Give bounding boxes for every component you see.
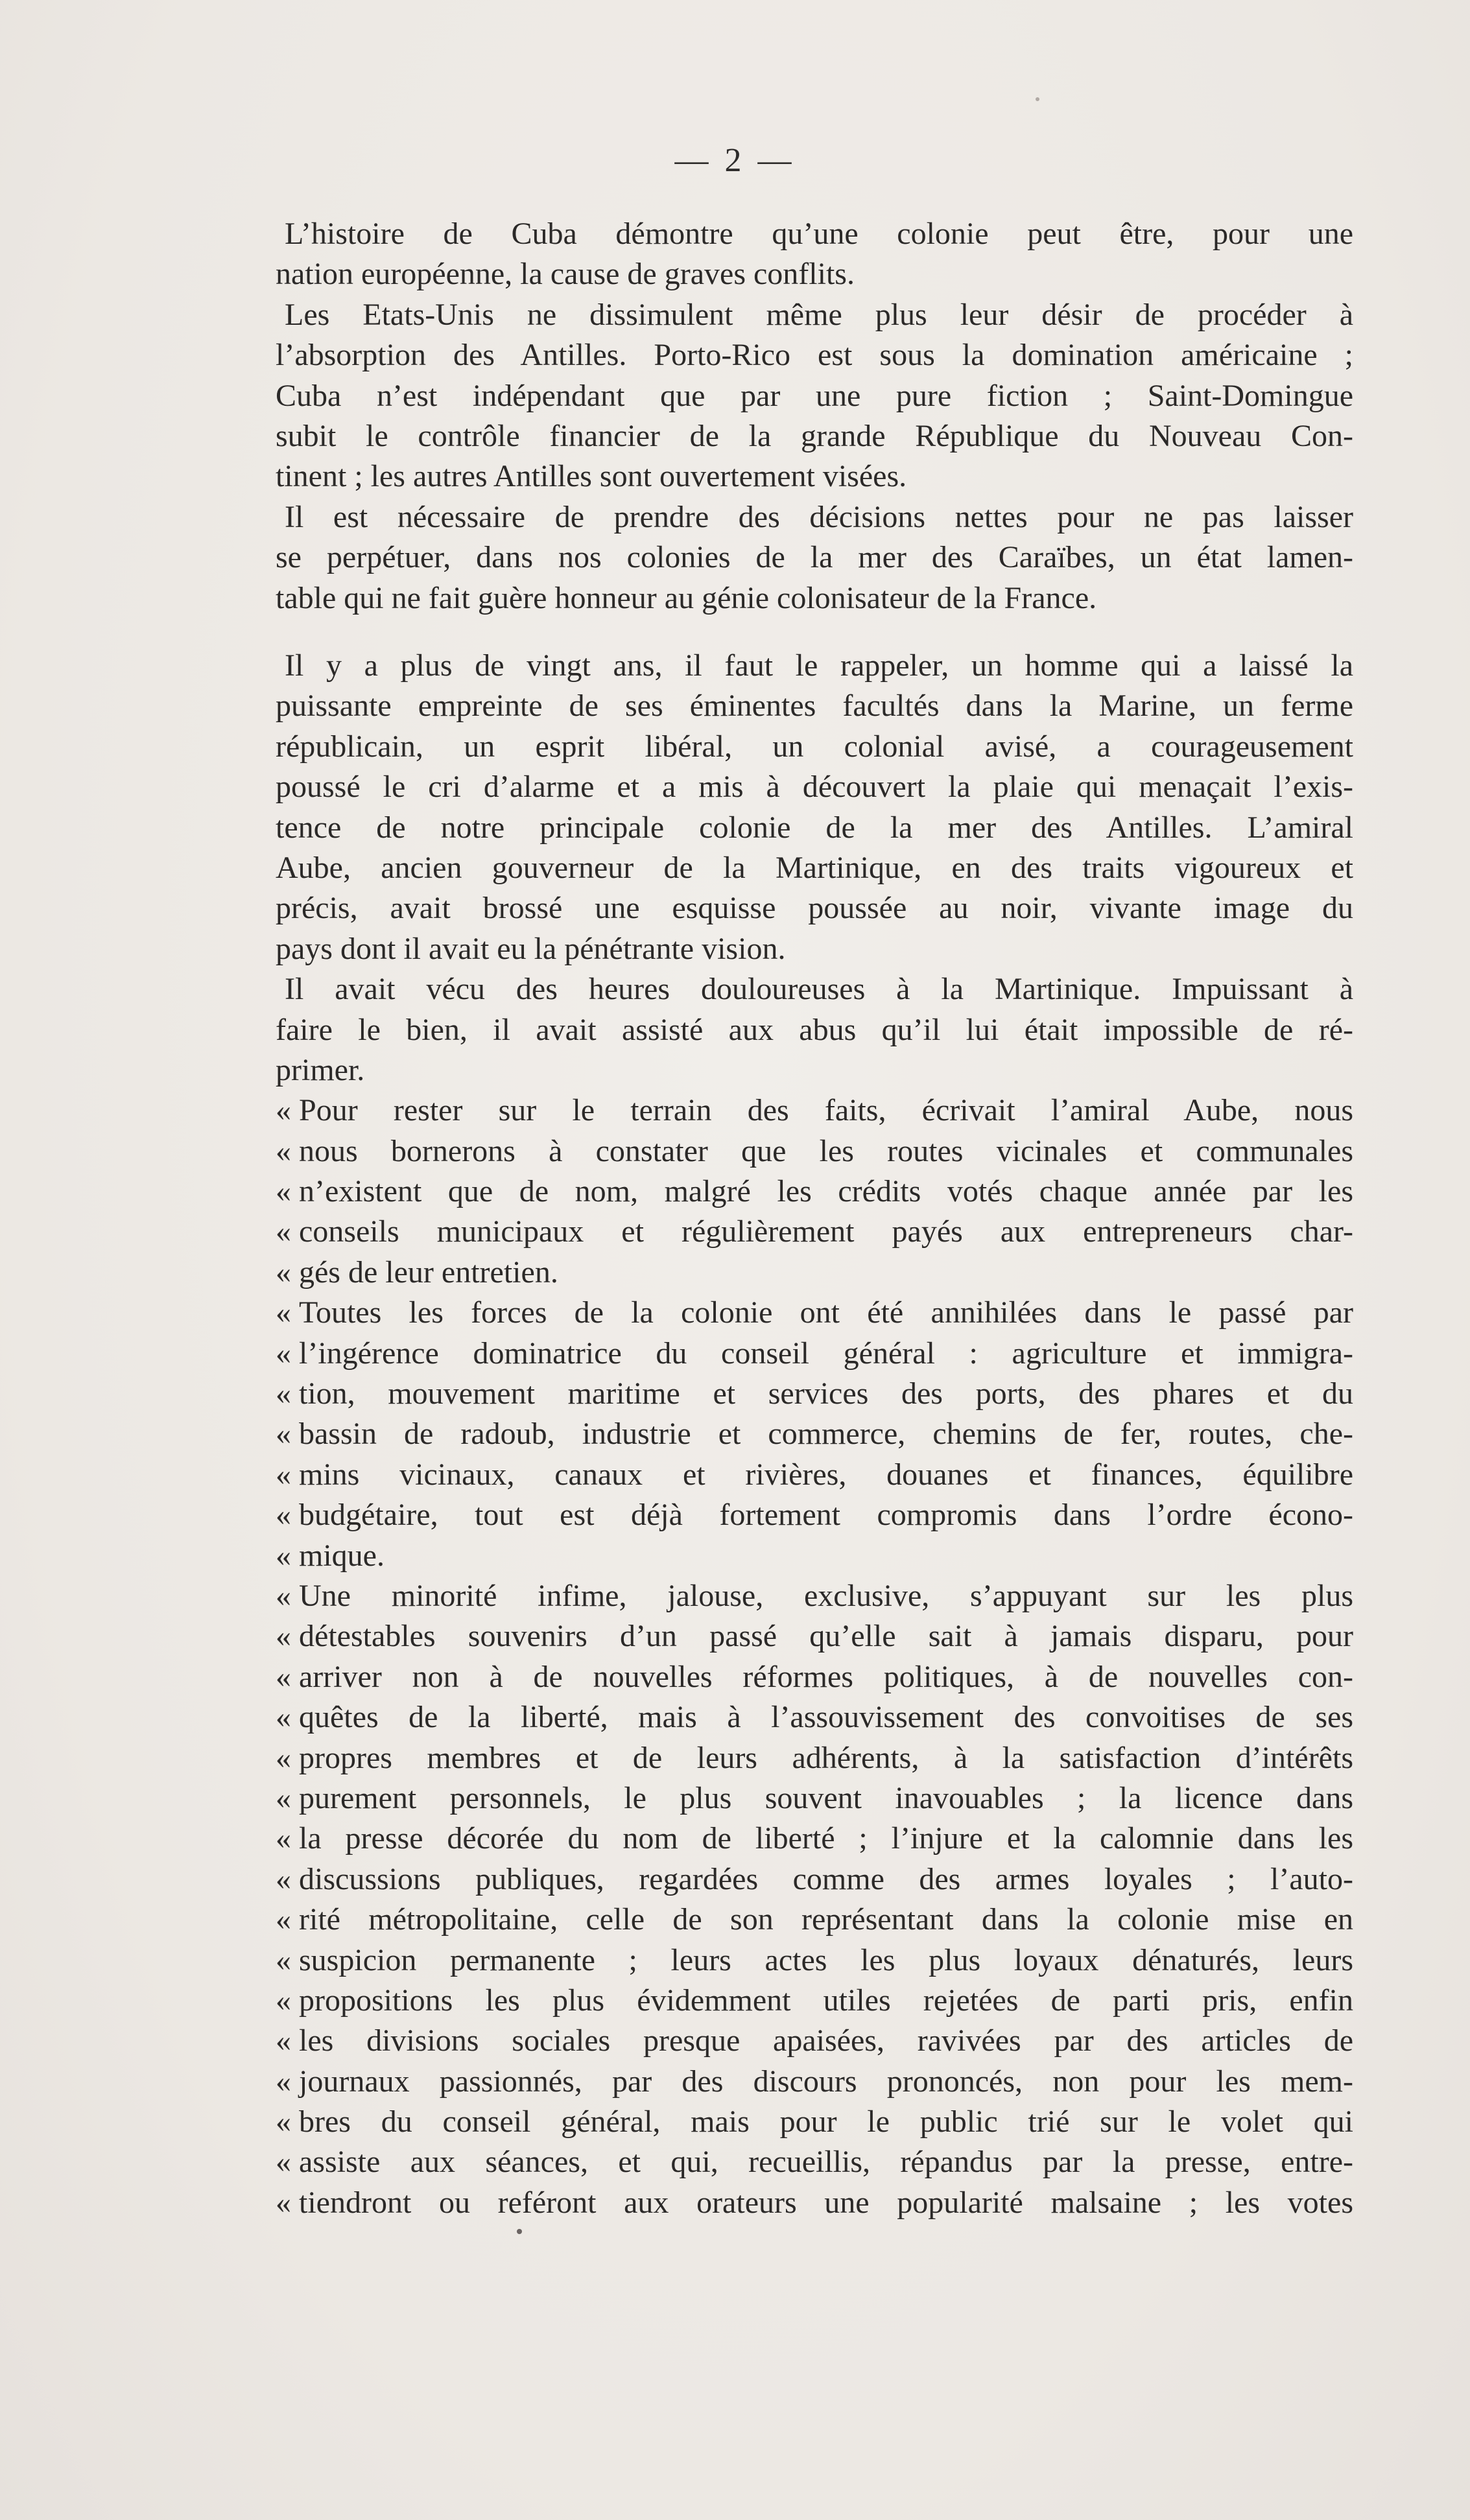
paragraph-3-line-1: Il est nécessaire de prendre des décisions nettes pour ne pas laisser [285,499,1353,534]
quote-mark: « [276,1093,291,1128]
paragraph-4-line-3: républicain, un esprit libéral, un colonial avisé, a courageusement [276,729,1353,764]
quote-1-line-2: « nous bornerons à constater que les routes vicinales et communales [276,1131,1353,1172]
page-number: — 2 — [674,142,796,179]
paragraph-4-line-6: Aube, ancien gouverneur de la Martinique, en des traits vigoureux et [276,850,1353,885]
quote-2-line-3: « tion, mouvement maritime et services des ports, des phares et du [276,1374,1353,1414]
paragraph-1-line-1: L’histoire de Cuba démontre qu’une colonie peut être, pour une [285,217,1353,251]
quote-mark: « [276,1376,291,1411]
quote-2-line-2: « l’ingérence dominatrice du conseil général : agriculture et immigra- [276,1334,1353,1374]
quote-2-line-5: « mins vicinaux, canaux et rivières, douanes et finances, équilibre [276,1455,1353,1495]
quote-3-line-3: « arriver non à de nouvelles réformes politiques, à de nouvelles con- [276,1657,1353,1697]
quote-1-line-3: « n’existent que de nom, malgré les crédits votés chaque année par les [276,1172,1353,1212]
quote-3-line-7: « la presse décorée du nom de liberté ; l’injure et la calomnie dans les [276,1819,1353,1859]
quote-mark: « [276,1942,291,1977]
quote-mark: « [276,1498,291,1533]
quote-3-line-13: « journaux passionnés, par des discours prononcés, non pour les mem- [276,2062,1353,2102]
quote-mark: « [276,1861,291,1896]
quote-3-line-1: « Une minorité infime, jalouse, exclusive, s’appuyant sur les plus [276,1576,1353,1616]
quote-3-line-8: « discussions publiques, regardées comme des armes loyales ; l’auto- [276,1859,1353,1900]
quote-mark: « [276,1740,291,1775]
quote-mark: « [276,2023,291,2058]
quote-mark: « [276,1538,291,1573]
quote-1-line-4: « conseils municipaux et régulièrement payés aux entrepreneurs char- [276,1212,1353,1252]
paragraph-4-line-4: poussé le cri d’alarme et a mis à découvert la plaie qui menaçait l’exis- [276,770,1353,805]
paragraph-4-line-2: puissante empreinte de ses éminentes facultés dans la Marine, un ferme [276,689,1353,724]
quote-3-line-12: « les divisions sociales presque apaisées, ravivées par des articles de [276,2021,1353,2061]
quote-mark: « [276,2145,291,2180]
quote-mark: « [276,1174,291,1209]
quote-mark: « [276,1659,291,1694]
quote-3-line-4: « quêtes de la liberté, mais à l’assouvissement des convoitises de ses [276,1697,1353,1737]
paragraph-3-line-2: se perpétuer, dans nos colonies de la mer des Caraïbes, un état lamen- [276,540,1353,575]
quote-2-line-4: « bassin de radoub, industrie et commerce, chemins de fer, routes, che- [276,1414,1353,1454]
quote-mark: « [276,1821,291,1856]
paragraph-1-line-2: nation européenne, la cause de graves conflits. [276,257,855,292]
paragraph-2-line-1: Les Etats-Unis ne dissimulent même plus leur désir de procéder à [285,297,1353,332]
quote-1-line-5: « gés de leur entretien. [276,1253,1353,1293]
text-block-main [276,646,1353,2223]
quote-mark: « [276,1417,291,1452]
quote-2-line-6: « budgétaire, tout est déjà fortement compromis dans l’ordre écono- [276,1495,1353,1535]
paragraph-2-line-3: Cuba n’est indépendant que par une pure fiction ; Saint-Domingue [276,378,1353,413]
paragraph-2-line-4: subit le contrôle financier de la grande République du Nouveau Con- [276,418,1353,453]
quote-mark: « [276,2185,291,2220]
quote-3-line-11: « propositions les plus évidemment utiles rejetées de parti pris, enfin [276,1981,1353,2021]
quote-1-line-1: « Pour rester sur le terrain des faits, écrivait l’amiral Aube, nous [276,1090,1353,1131]
quote-mark: « [276,1619,291,1654]
quote-mark: « [276,1295,291,1330]
paragraph-5-line-3: primer. [276,1052,365,1087]
quote-3-line-6: « purement personnels, le plus souvent inavouables ; la licence dans [276,1778,1353,1819]
quote-mark: « [276,1578,291,1613]
paragraph-5-line-1: Il avait vécu des heures douloureuses à la Martinique. Impuissant à [285,972,1353,1007]
quote-mark: « [276,1700,291,1735]
quote-3-line-5: « propres membres et de leurs adhérents, à la satisfaction d’intérêts [276,1738,1353,1778]
quote-3-line-9: « rité métropolitaine, celle de son représentant dans la colonie mise en [276,1900,1353,1940]
quote-mark: « [276,1983,291,2018]
paragraph-4-line-1: Il y a plus de vingt ans, il faut le rappeler, un homme qui a laissé la [285,648,1353,683]
quote-2-line-1: « Toutes les forces de la colonie ont été annihilées dans le passé par [276,1293,1353,1333]
quote-3-line-2: « détestables souvenirs d’un passé qu’elle sait à jamais disparu, pour [276,1616,1353,1656]
paragraph-4-line-8: pays dont il avait eu la pénétrante vision. [276,931,786,966]
text-block-intro [276,214,1353,618]
paragraph-2-line-5: tinent ; les autres Antilles sont ouvertement visées. [276,459,907,494]
quote-mark: « [276,1457,291,1492]
print-speck [517,2229,522,2234]
quote-3-line-14: « bres du conseil général, mais pour le public trié sur le volet qui [276,2102,1353,2142]
quote-3-line-16: « tiendront ou reféront aux orateurs une popularité malsaine ; les votes [276,2183,1353,2223]
quote-mark: « [276,2104,291,2139]
paragraph-3-line-3: table qui ne fait guère honneur au génie colonisateur de la France. [276,580,1097,615]
print-speck [1036,97,1039,101]
paragraph-5-line-2: faire le bien, il avait assisté aux abus qu’il lui était impossible de ré- [276,1012,1353,1047]
quote-mark: « [276,1254,291,1289]
quote-mark: « [276,1780,291,1815]
paragraph-2-line-2: l’absorption des Antilles. Porto-Rico est sous la domination américaine ; [276,338,1353,373]
quote-mark: « [276,2064,291,2099]
paragraph-4-line-7: précis, avait brossé une esquisse poussée au noir, vivante image du [276,891,1353,926]
paragraph-4-line-5: tence de notre principale colonie de la mer des Antilles. L’amiral [276,810,1353,845]
quote-mark: « [276,1902,291,1937]
quote-3-line-10: « suspicion permanente ; leurs actes les plus loyaux dénaturés, leurs [276,1940,1353,1981]
quote-2-line-7: « mique. [276,1536,1353,1576]
quote-mark: « [276,1133,291,1168]
quote-mark: « [276,1214,291,1249]
quote-3-line-15: « assiste aux séances, et qui, recueillis, répandus par la presse, entre- [276,2142,1353,2182]
quote-mark: « [276,1336,291,1371]
